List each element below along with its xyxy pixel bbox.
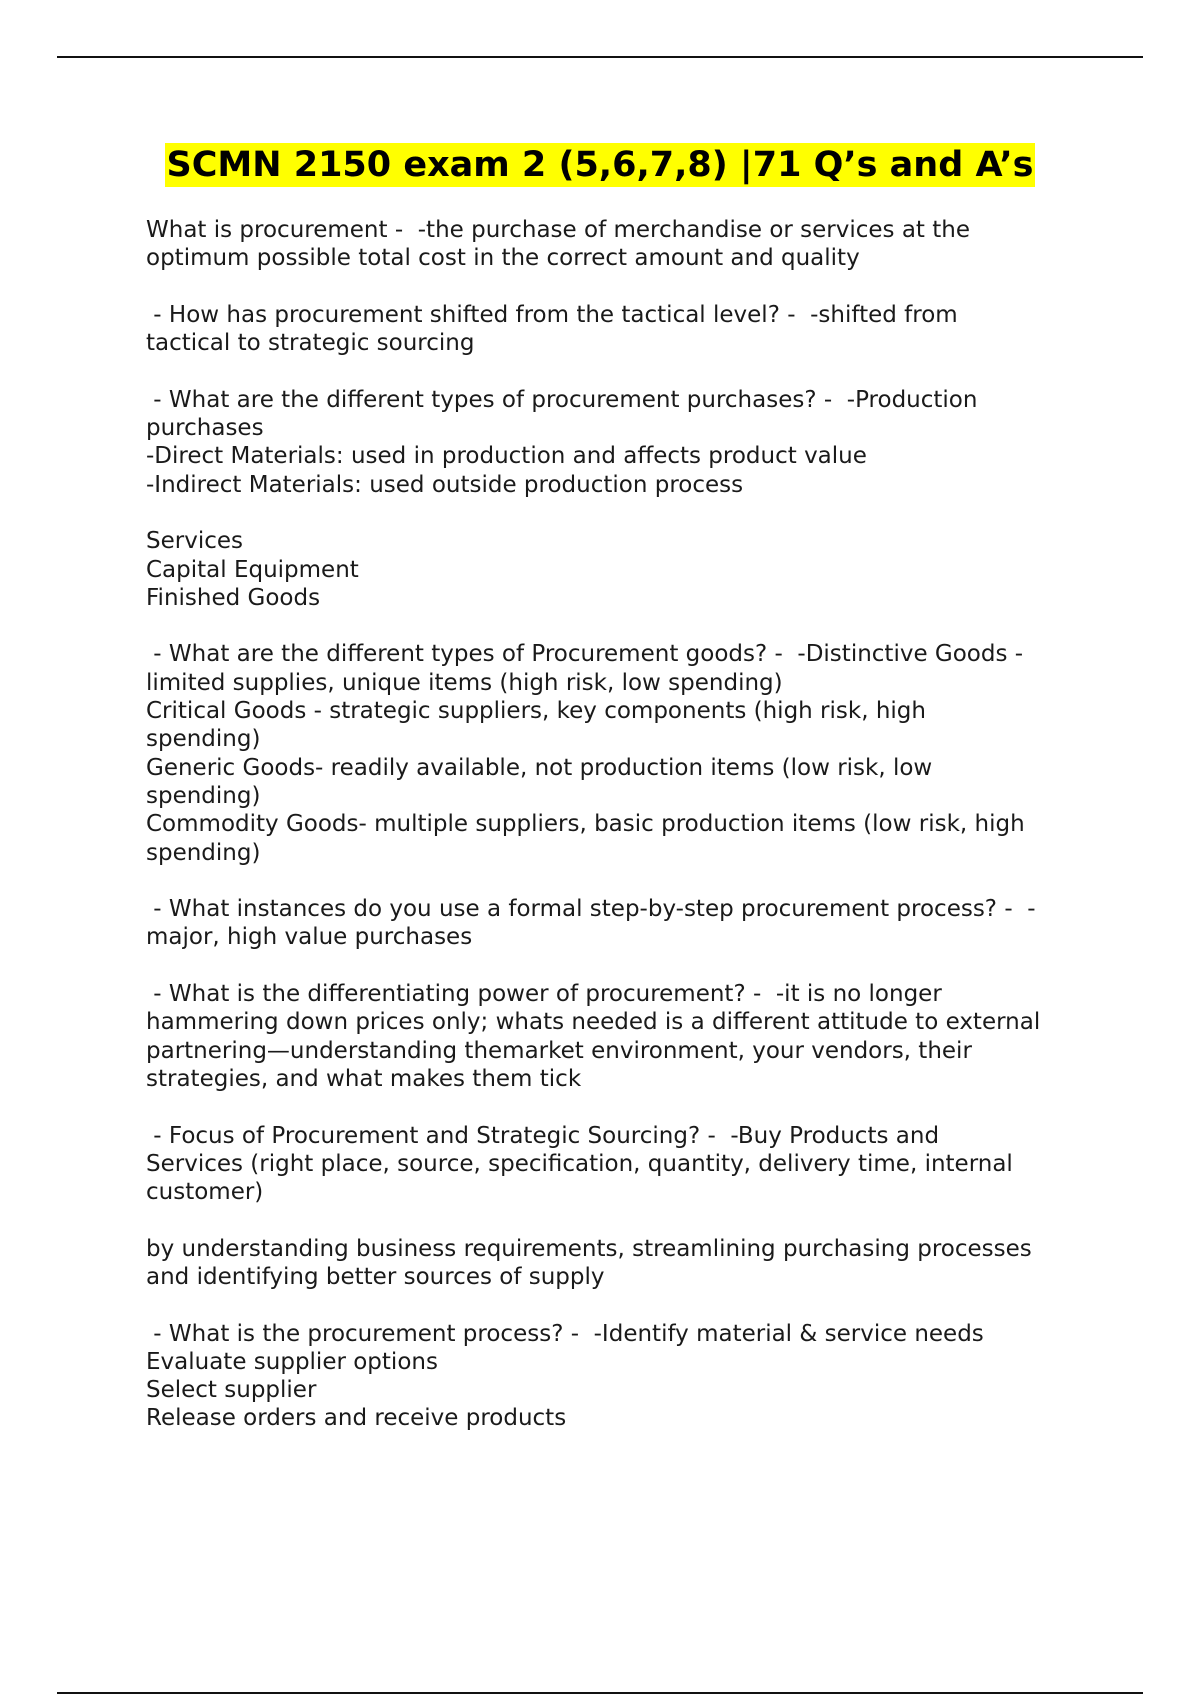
- bottom-rule: [57, 1692, 1143, 1694]
- qa-block: [146, 216, 1096, 273]
- qa-block: [146, 1320, 1096, 1433]
- qa-content: [146, 216, 1096, 1461]
- text-line: Release orders and receive products: [146, 1405, 567, 1432]
- text-line: Select supplier: [146, 1377, 317, 1404]
- text-line: -Indirect Materials: used outside production process: [146, 471, 744, 498]
- text-line: Critical Goods - strategic suppliers, key components (high risk, high: [146, 698, 926, 725]
- text-line: limited supplies, unique items (high risk, low spending): [146, 669, 783, 696]
- text-line: Capital Equipment: [146, 556, 359, 583]
- title-container: [0, 143, 1200, 187]
- text-line: - Focus of Procurement and Strategic Sourcing? - -Buy Products and: [146, 1122, 940, 1149]
- qa-block: [146, 895, 1096, 952]
- text-line: major, high value purchases: [146, 924, 473, 951]
- text-line: purchases: [146, 415, 264, 442]
- text-line: by understanding business requirements, streamlining purchasing processes: [146, 1235, 1032, 1262]
- text-line: Evaluate supplier options: [146, 1348, 438, 1375]
- text-line: and identifying better sources of supply: [146, 1263, 605, 1290]
- text-line: - What are the different types of Procurement goods? - -Distinctive Goods -: [146, 641, 1024, 668]
- qa-block: [146, 640, 1096, 866]
- top-rule: [57, 56, 1143, 58]
- qa-block: [146, 386, 1096, 499]
- text-line: What is procurement - -the purchase of merchandise or services at the: [146, 217, 971, 243]
- qa-block: [146, 301, 1096, 358]
- text-line: Services: [146, 528, 243, 555]
- text-line: spending): [146, 782, 261, 809]
- text-line: - What are the different types of procurement purchases? - -Production: [146, 386, 978, 413]
- text-line: -Direct Materials: used in production and affects product value: [146, 443, 867, 470]
- text-line: spending): [146, 839, 261, 866]
- text-line: Services (right place, source, specification, quantity, delivery time, internal: [146, 1150, 1013, 1177]
- text-line: hammering down prices only; whats needed is a different attitude to external: [146, 1009, 1041, 1036]
- text-line: - How has procurement shifted from the tactical level? - -shifted from: [146, 301, 958, 328]
- text-line: Finished Goods: [146, 584, 321, 611]
- text-line: optimum possible total cost in the correct amount and quality: [146, 245, 860, 272]
- qa-block: [146, 1235, 1096, 1292]
- text-line: tactical to strategic sourcing: [146, 330, 475, 357]
- text-line: Generic Goods- readily available, not production items (low risk, low: [146, 754, 933, 781]
- qa-block: [146, 1122, 1096, 1207]
- text-line: - What is the procurement process? - -Identify material & service needs: [146, 1320, 984, 1347]
- text-line: strategies, and what makes them tick: [146, 1065, 582, 1092]
- text-line: partnering—understanding themarket environment, your vendors, their: [146, 1037, 972, 1064]
- document-title: SCMN 2150 exam 2 (5,6,7,8) |71 Q’s and A’s: [166, 145, 1034, 185]
- qa-block: [146, 980, 1096, 1093]
- text-line: - What instances do you use a formal step-by-step procurement process? - -: [146, 896, 1036, 923]
- qa-block: [146, 527, 1096, 612]
- text-line: - What is the differentiating power of procurement? - -it is no longer: [146, 981, 942, 1008]
- text-line: customer): [146, 1179, 264, 1206]
- text-line: spending): [146, 726, 261, 753]
- text-line: Commodity Goods- multiple suppliers, basic production items (low risk, high: [146, 811, 1025, 838]
